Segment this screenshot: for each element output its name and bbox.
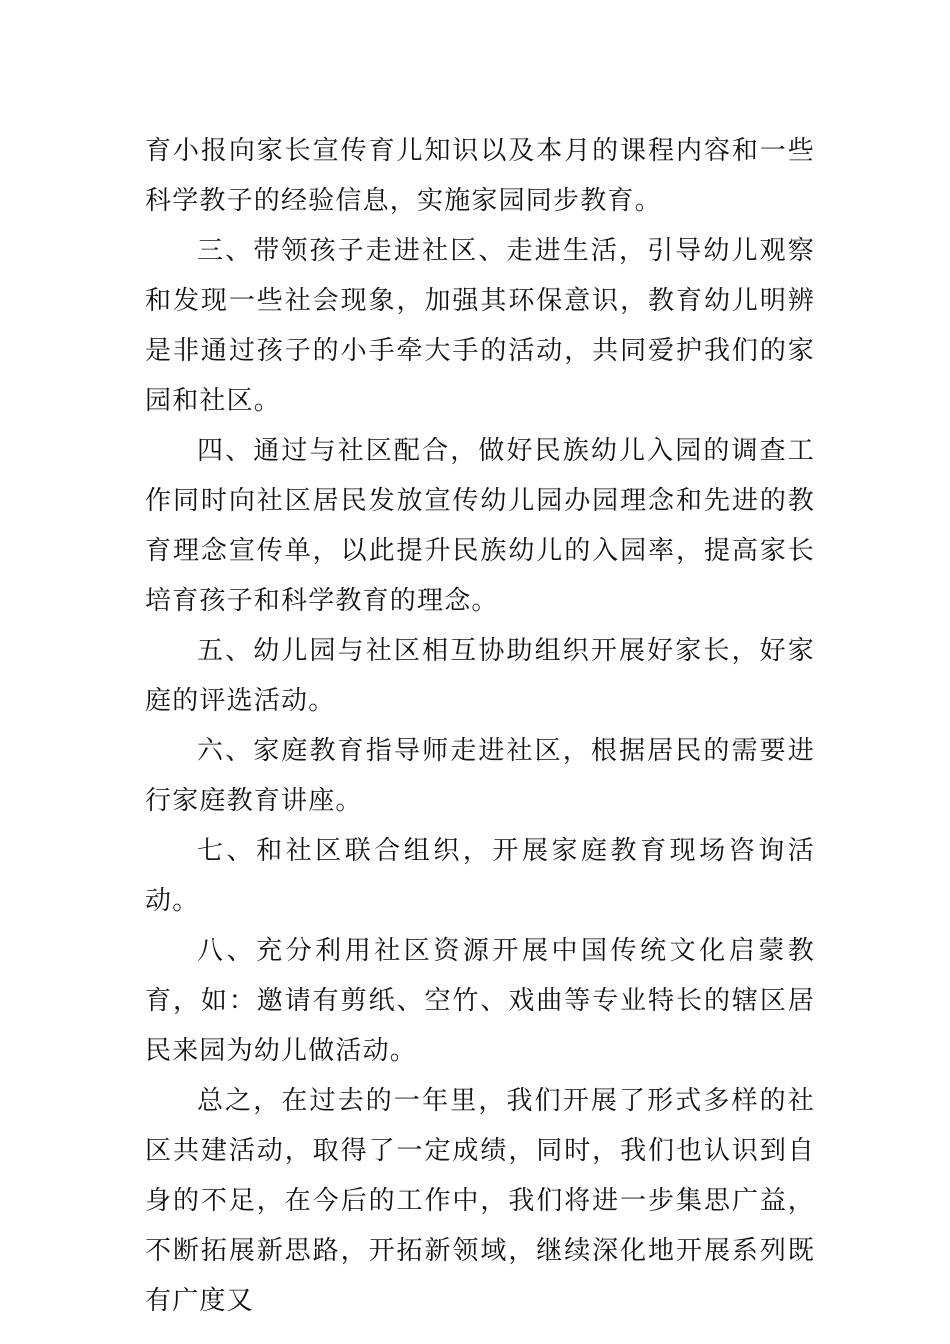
paragraph-summary: 总之，在过去的一年里，我们开展了形式多样的社区共建活动，取得了一定成绩，同时，我们也认识到自身的不足，在今后的工作中，我们将进一步集思广益，不断拓展新思路，开拓新领域，继续深化地开展系列既有广度又 — [145, 1086, 815, 1316]
paragraph-continuation: 育小报向家长宣传育儿知识以及本月的课程内容和一些科学教子的经验信息，实施家园同步教育。 — [145, 136, 815, 216]
paragraph-item-7: 七、和社区联合组织，开展家庭教育现场咨询活动。 — [145, 836, 815, 916]
document-body — [145, 126, 815, 1326]
paragraph-item-4: 四、通过与社区配合，做好民族幼儿入园的调查工作同时向社区居民发放宣传幼儿园办园理念和先进的教育理念宣传单，以此提升民族幼儿的入园率，提高家长培育孩子和科学教育的理念。 — [145, 436, 815, 616]
paragraph-item-8: 八、充分利用社区资源开展中国传统文化启蒙教育，如：邀请有剪纸、空竹、戏曲等专业特长的辖区居民来园为幼儿做活动。 — [145, 936, 815, 1066]
paragraph-item-6: 六、家庭教育指导师走进社区，根据居民的需要进行家庭教育讲座。 — [145, 736, 815, 816]
paragraph-item-3: 三、带领孩子走进社区、走进生活，引导幼儿观察和发现一些社会现象，加强其环保意识，教育幼儿明辨是非通过孩子的小手牵大手的活动，共同爱护我们的家园和社区。 — [145, 236, 815, 416]
paragraph-item-5: 五、幼儿园与社区相互协助组织开展好家长，好家庭的评选活动。 — [145, 636, 815, 716]
